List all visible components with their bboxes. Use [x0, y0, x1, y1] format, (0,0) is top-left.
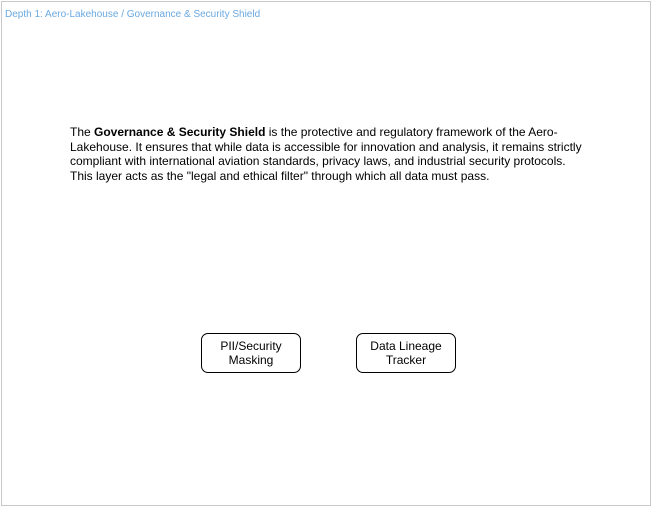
description-intro: The	[70, 125, 95, 139]
layer-description	[70, 125, 590, 183]
diagram-canvas	[1, 1, 651, 506]
description-highlight: Governance & Security Shield	[94, 125, 266, 139]
node-label: Data Lineage Tracker	[370, 338, 442, 367]
pii-security-masking-node[interactable]	[201, 333, 301, 373]
breadcrumb[interactable]: Depth 1: Aero-Lakehouse / Governance & Security Shield	[5, 9, 261, 20]
description-body: is the protective and regulatory framework of the Aero-Lakehouse. It ensures that while data is accessible for innovation and analysis, it remains strictly compliant with international aviation standards, privacy laws, and industrial security protocols. This layer acts as the "legal and ethical filter" through which all data must pass.	[70, 125, 582, 183]
node-label: PII/Security Masking	[220, 338, 282, 367]
data-lineage-tracker-node[interactable]	[356, 333, 456, 373]
